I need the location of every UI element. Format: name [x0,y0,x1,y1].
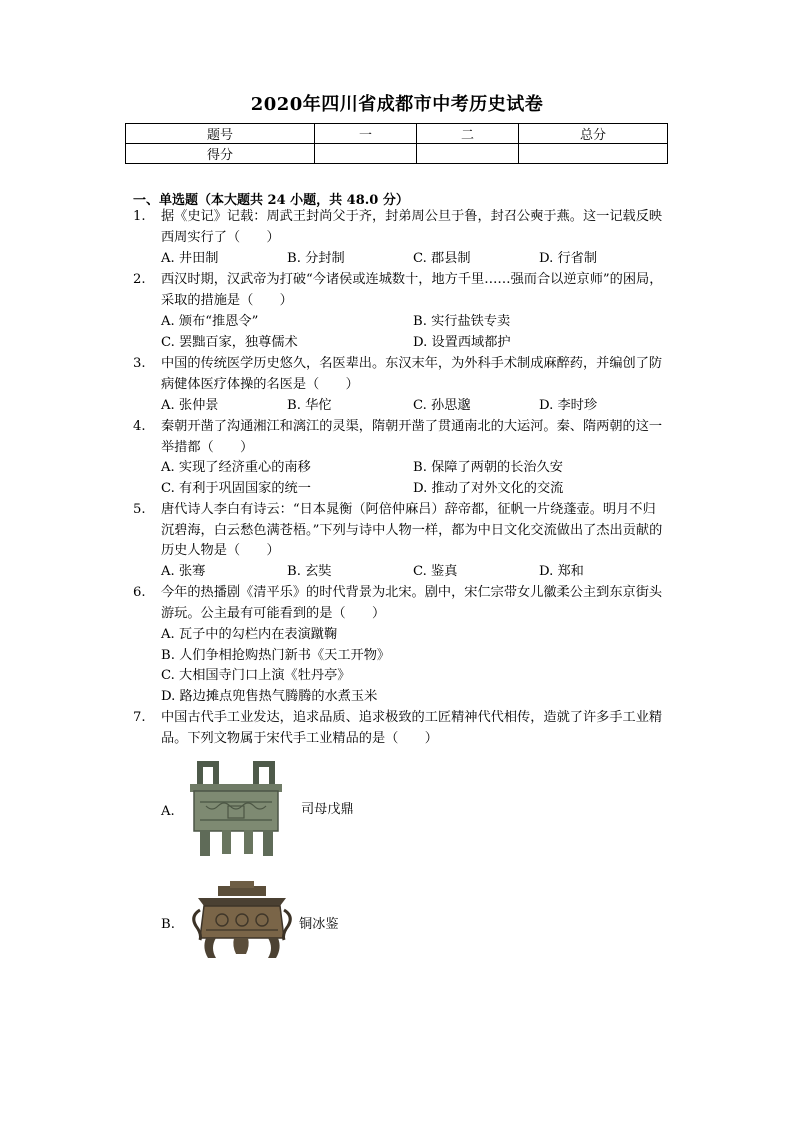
score-cell[interactable] [315,144,417,164]
question-number: 4. [133,419,146,434]
option-d[interactable]: D. 李时珍 [539,398,598,413]
option-a[interactable]: A. 井田制 [161,251,219,266]
option-b[interactable]: B. 人们争相抢购热门新书《天工开物》 [161,648,391,663]
question-text: 据《史记》记载：周武王封尚父于齐，封弟周公旦于鲁，封召公奭于燕。这一记载反映西周实行了（ ） [161,209,663,245]
question-text: 西汉时期，汉武帝为打破“今诸侯或连城数十，地方千里……强而合以逆京师”的困局，采取的措施是（ ） [161,272,663,308]
question-number: 5. [133,502,146,517]
option-d[interactable]: D. 路边摊点兜售热气腾腾的水煮玉米 [161,689,378,704]
question-number: 7. [133,710,146,725]
option-c[interactable]: C. 郡县制 [413,251,471,266]
option-d[interactable]: D. 行省制 [539,251,598,266]
question-text: 中国古代手工业发达，追求品质、追求极致的工匠精神代代相传，造就了许多手工业精品。下列文物属于宋代手工业精品的是（ ） [161,710,663,746]
score-cell[interactable] [519,144,668,164]
option-a[interactable]: A. [161,804,175,819]
option-d[interactable]: D. 推动了对外文化的交流 [413,481,564,496]
score-table [125,123,668,164]
artifact-caption: 铜冰鉴 [299,917,339,932]
option-b[interactable]: B. 保障了两朝的长治久安 [413,460,563,475]
question-text: 中国的传统医学历史悠久，名医辈出。东汉末年，为外科手术制成麻醉药，并编创了防病健体医疗体操的名医是（ ） [161,356,663,392]
score-header-cell: 一 [315,124,417,144]
question-text: 秦朝开凿了沟通湘江和漓江的灵渠，隋朝开凿了贯通南北的大运河。秦、隋两朝的这一举措都（ ） [161,419,663,455]
option-b[interactable]: B. 分封制 [287,251,345,266]
artifact-caption: 司母戊鼎 [301,802,354,817]
score-header-cell: 题号 [126,124,315,144]
option-d[interactable]: D. 设置西域都护 [413,335,511,350]
question-text: 今年的热播剧《清平乐》的时代背景为北宋。剧中，宋仁宗带女儿徽柔公主到东京街头游玩。公主最有可能看到的是（ ） [161,585,663,621]
option-b[interactable]: B. [161,917,175,932]
option-d[interactable]: D. 郑和 [539,564,584,579]
bronze-ice-chest-icon [188,880,296,970]
option-a[interactable]: A. 张骞 [161,564,206,579]
option-a[interactable]: A. 颁布“推恩令” [161,314,259,329]
ding-vessel-icon [186,758,286,864]
page-title: 2020年四川省成都市中考历史试卷 [250,94,544,115]
question-number: 6. [133,585,146,600]
question-number: 1. [133,209,146,224]
question-number: 3. [133,356,146,371]
option-b[interactable]: B. 实行盐铁专卖 [413,314,511,329]
option-c[interactable]: C. 有利于巩固国家的统一 [161,481,311,496]
option-b[interactable]: B. 玄奘 [287,564,332,579]
option-b[interactable]: B. 华佗 [287,398,332,413]
option-a[interactable]: A. 实现了经济重心的南移 [161,460,311,475]
score-row-label: 得分 [126,144,315,164]
option-a[interactable]: A. 瓦子中的勾栏内在表演蹴鞠 [161,627,338,642]
option-c[interactable]: C. 罢黜百家，独尊儒术 [161,335,298,350]
score-header-cell: 二 [417,124,519,144]
score-table-header-row [126,124,668,144]
option-c[interactable]: C. 孙思邈 [413,398,471,413]
option-c[interactable]: C. 鉴真 [413,564,458,579]
score-table-score-row [126,144,668,164]
question-number: 2. [133,272,146,287]
option-c[interactable]: C. 大相国寺门口上演《牡丹亭》 [161,668,351,683]
question-text: 唐代诗人李白有诗云：“日本晁衡（阿倍仲麻吕）辞帝都，征帆一片绕蓬壶。明月不归沉碧海，白云愁色满苍梧。”下列与诗中人物一样，都为中日文化交流做出了杰出贡献的历史人物是（ ） [161,502,663,559]
section-title: 一、单选题（本大题共 24 小题，共 48.0 分） [133,193,409,208]
score-header-cell: 总分 [519,124,668,144]
option-a[interactable]: A. 张仲景 [161,398,219,413]
score-cell[interactable] [417,144,519,164]
